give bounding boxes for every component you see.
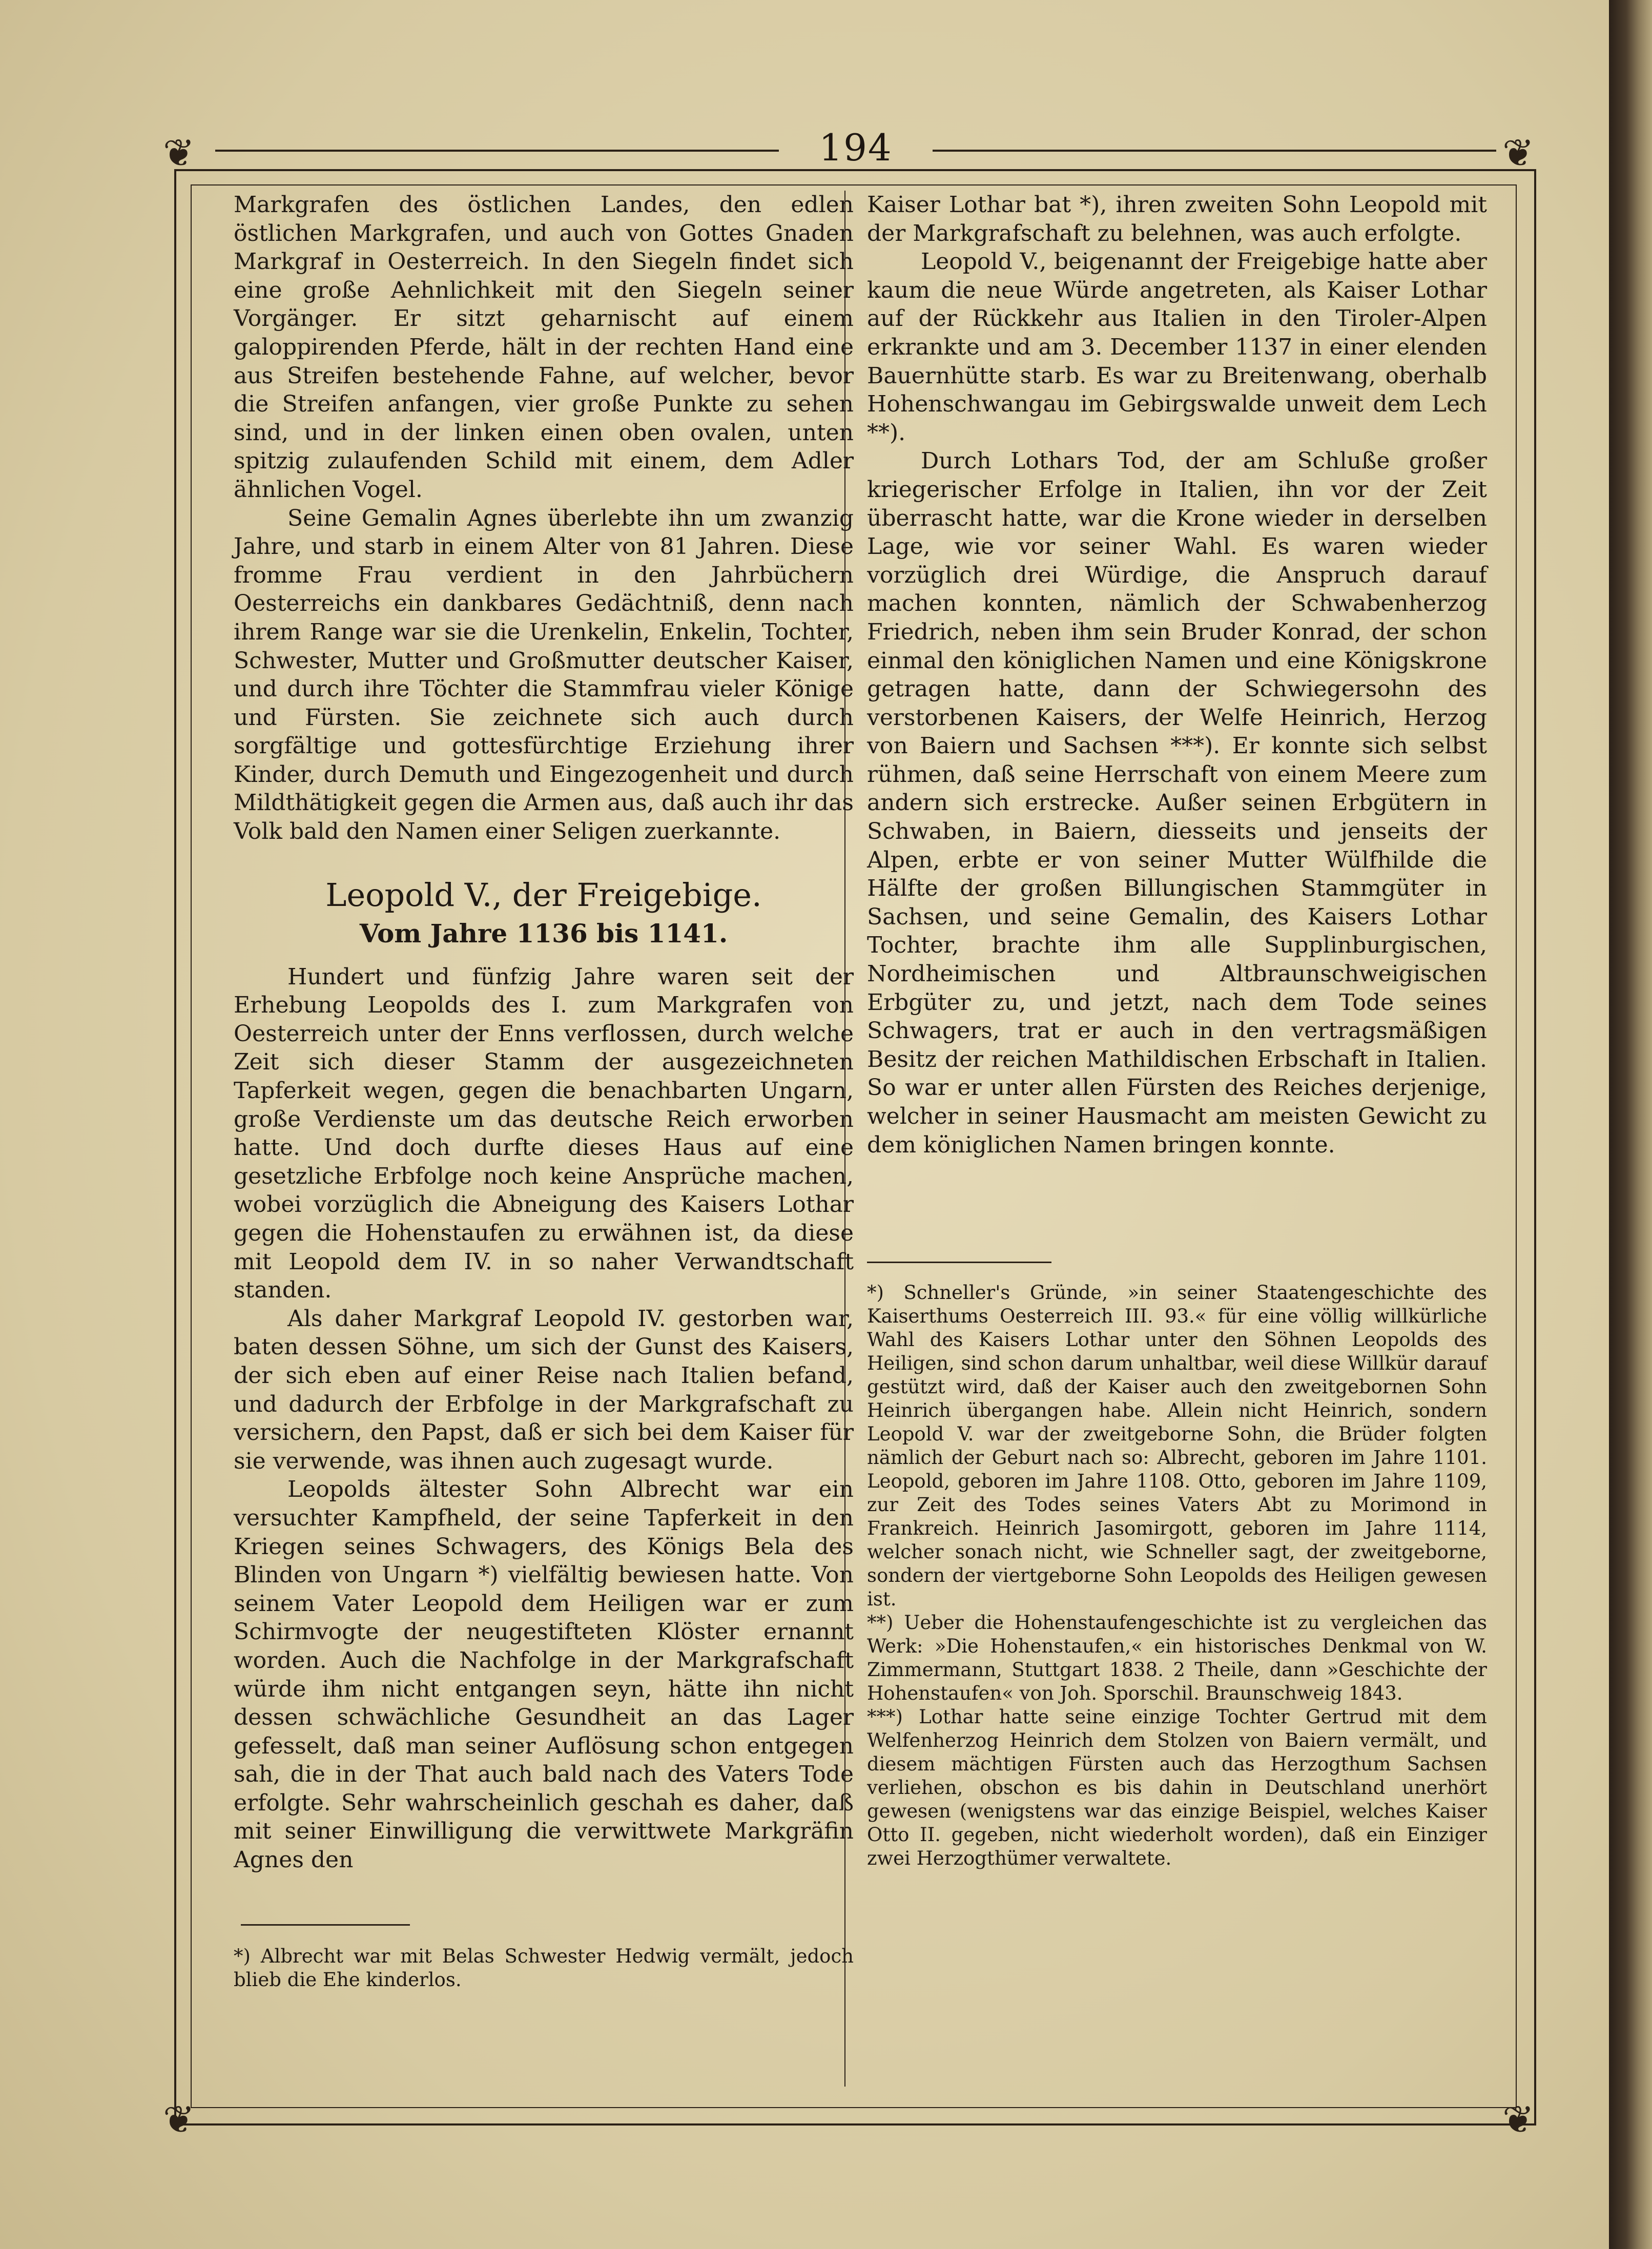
header-rule-right <box>933 150 1496 152</box>
header-rule-left <box>215 150 779 152</box>
footnote-rule-left <box>241 1924 410 1926</box>
right-column <box>867 191 1487 1159</box>
footnote: *) Albrecht war mit Belas Schwester Hedwig vermält, jedoch blieb die Ehe kinderlos. <box>234 1945 854 1991</box>
left-column <box>234 191 854 1874</box>
corner-ornament-bottom-right: ❦ <box>1502 2098 1535 2142</box>
paragraph: Seine Gemalin Agnes überlebte ihn um zwanzig Jahre, und starb in einem Alter von 81 Jahren. Diese fromme Frau verdient in den Jahrbüchern Oesterreichs ein dankbares Gedächtniß, denn nach ihrem Range war sie die Urenkelin, Enkelin, Tochter, Schwester, Mutter und Großmutter deutscher Kaiser, und durch ihre Töchter die Stammfrau vieler Könige und Fürsten. Sie zeichnete sich auch durch sorgfältige und gottesfürchtige Erziehung ihrer Kinder, durch Demuth und Eingezogenheit und durch Mildthätigkeit gegen die Armen aus, daß auch ihr das Volk bald den Namen einer Seligen zuerkannte. <box>234 505 854 845</box>
paragraph: Leopolds ältester Sohn Albrecht war ein versuchter Kampfheld, der seine Tapferkeit in den Kriegen seines Schwagers, des Königs Bela des Blinden von Ungarn *) vielfältig bewiesen hatte. Von seinem Vater Leopold dem Heiligen war er zum Schirmvogte der neugestifteten Klöster ernannt worden. Auch die Nachfolge in der Markgrafschaft würde ihm nicht entgangen seyn, hätte ihn nicht dessen schwächliche Gesundheit an das Lager gefesselt, daß man seiner Auflösung schon entgegen sah, die in der That auch bald nach des Vaters Tode erfolgte. Sehr wahrscheinlich geschah es daher, daß mit seiner Einwilligung die verwittwete Markgräfin Agnes den <box>234 1476 854 1873</box>
footnote: **) Ueber die Hohenstaufengeschichte ist zu vergleichen das Werk: »Die Hohenstaufen,« ein historisches Denkmal von W. Zimmermann, Stuttgart 1838. 2 Theile, dann »Geschichte der Hohenstaufen« von Joh. Sporschil. Braunschweig 1843. <box>867 1612 1487 1704</box>
paragraph: Leopold V., beigenannt der Freigebige hatte aber kaum die neue Würde angetreten, als Kaiser Lothar auf der Rückkehr aus Italien in den Tiroler-Alpen erkrankte und am 3. December 1137 in einer elenden Bauernhütte starb. Es war zu Breitenwang, oberhalb Hohenschwangau im Gebirgswalde unweit dem Lech **). <box>867 249 1487 446</box>
footnote: ***) Lothar hatte seine einzige Tochter Gertrud mit dem Welfenherzog Heinrich dem Stolzen von Baiern vermält, und diesem mächtigen Fürsten auch das Herzogthum Sachsen verliehen, obschon es bis dahin in Deutschland unerhört gewesen (wenigstens war das einzige Beispiel, welches Kaiser Otto II. gegeben, nicht wiederholt worden), daß ein Einziger zwei Herzogthümer verwaltete. <box>867 1706 1487 1869</box>
paragraph: Hundert und fünfzig Jahre waren seit der Erhebung Leopolds des I. zum Markgrafen von Oesterreich unter der Enns verflossen, durch welche Zeit sich dieser Stamm der ausgezeichneten Tapferkeit wegen, gegen die benachbarten Ungarn, große Verdienste um das deutsche Reich erworben hatte. Und doch durfte dieses Haus auf eine gesetzliche Erbfolge noch keine Ansprüche machen, wobei vorzüglich die Abneigung des Kaisers Lothar gegen die Hohenstaufen zu erwähnen ist, da diese mit Leopold dem IV. in so naher Verwandtschaft standen. <box>234 963 854 1304</box>
paragraph: Als daher Markgraf Leopold IV. gestorben war, baten dessen Söhne, um sich der Gunst des Kaisers, der sich eben auf einer Reise nach Italien befand, und dadurch der Erbfolge in der Markgrafschaft zu versichern, den Papst, daß er sich bei dem Kaiser für sie verwende, was ihnen auch zugesagt wurde. <box>234 1305 854 1474</box>
footnotes-left <box>234 1945 854 1992</box>
corner-ornament-top-left: ❦ <box>163 131 195 175</box>
corner-ornament-top-right: ❦ <box>1502 131 1535 175</box>
paragraph: Markgrafen des östlichen Landes, den edlen östlichen Markgrafen, und auch von Gottes Gnaden Markgraf in Oesterreich. In den Siegeln findet sich eine große Aehnlichkeit mit den Siegeln seiner Vorgänger. Er sitzt geharnischt auf einem galoppirenden Pferde, hält in der rechten Hand eine aus Streifen bestehende Fahne, auf welcher, bevor die Streifen anfangen, vier große Punkte zu sehen sind, und in der linken einen oben ovalen, unten spitzig zulaufenden Schild mit einem, dem Adler ähnlichen Vogel. <box>234 192 854 503</box>
footnote: *) Schneller's Gründe, »in seiner Staatengeschichte des Kaiserthums Oesterreich III. 93.« für eine völlig willkürliche Wahl des Kaisers Lothar unter den Söhnen Leopolds des Heiligen, sind schon darum unhaltbar, weil diese Willkür darauf gestützt wird, daß der Kaiser auch den zweitgebornen Sohn Heinrich übergangen habe. Allein nicht Heinrich, sondern Leopold V. war der zweitgeborne Sohn, die Brüder folgten nämlich der Geburt nach so: Albrecht, geboren im Jahre 1101. Leopold, geboren im Jahre 1108. Otto, geboren im Jahre 1109, zur Zeit des Todes seines Vaters Abt zu Morimond in Frankreich. Heinrich Jasomirgott, geboren im Jahre 1114, welcher sonach nicht, wie Schneller sagt, der zweitgeborne, sondern der viertgeborne Sohn Leopolds des Heiligen gewesen ist. <box>867 1282 1487 1610</box>
corner-ornament-bottom-left: ❦ <box>163 2098 195 2142</box>
paragraph: Kaiser Lothar bat *), ihren zweiten Sohn Leopold mit der Markgrafschaft zu belehnen, was auch erfolgte. <box>867 192 1487 246</box>
section-title: Leopold V., der Freigebige. <box>325 876 762 914</box>
section-subtitle: Vom Jahre 1136 bis 1141. <box>359 918 728 948</box>
page-number: 194 <box>819 126 893 169</box>
footnote-rule-right <box>867 1262 1051 1263</box>
paragraph: Durch Lothars Tod, der am Schluße großer kriegerischer Erfolge in Italien, ihn vor der Zeit überrascht hatte, war die Krone wieder in derselben Lage, wie vor seiner Wahl. Es waren wieder vorzüglich drei Würdige, die Anspruch darauf machen konnten, nämlich der Schwabenherzog Friedrich, neben ihm sein Bruder Konrad, der schon einmal den königlichen Namen und eine Königskrone getragen hatte, dann der Schwiegersohn des verstorbenen Kaisers, der Welfe Heinrich, Herzog von Baiern und Sachsen ***). Er konnte sich selbst rühmen, daß seine Herrschaft von einem Meere zum andern sich erstrecke. Außer seinen Erbgütern in Schwaben, in Baiern, diesseits und jenseits der Alpen, erbte er von seiner Mutter Wülfhilde die Hälfte der großen Billungischen Stammgüter in Sachsen, und seine Gemalin, des Kaisers Lothar Tochter, brachte ihm alle Supplinburgischen, Nordheimischen und Altbraunschweigischen Erbgüter zu, und jetzt, nach dem Tode seines Schwagers, trat er auch in den vertragsmäßigen Besitz der reichen Mathildischen Erbschaft in Italien. So war er unter allen Fürsten des Reiches derjenige, welcher in seiner Hausmacht am meisten Gewicht zu dem königlichen Namen bringen konnte. <box>867 448 1487 1158</box>
footnotes-right <box>867 1281 1487 1870</box>
book-edge <box>1609 0 1652 2249</box>
